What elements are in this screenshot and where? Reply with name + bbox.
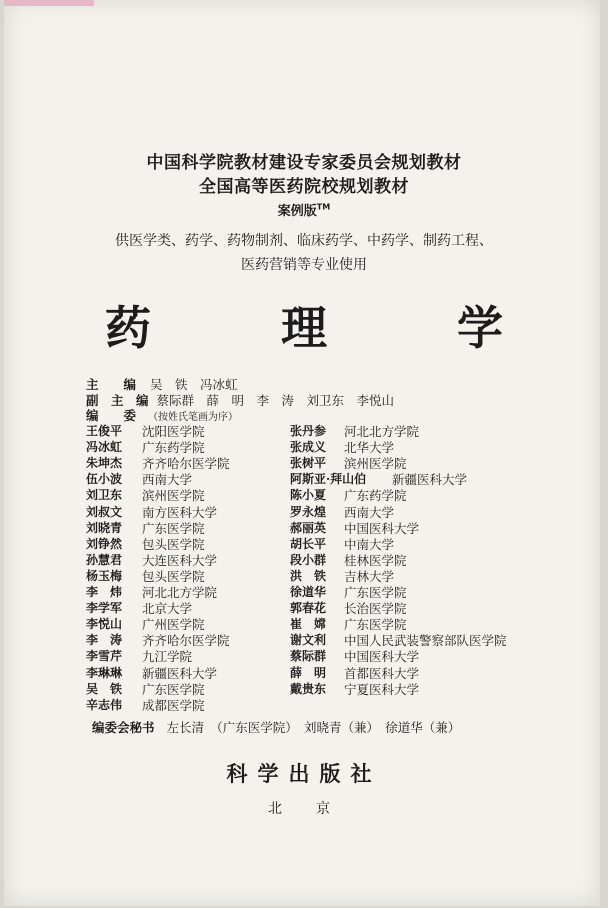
secretary-row [92,718,460,736]
right-member-name: 薛 明 [290,665,327,680]
left-member-affiliation: 河北北方学院 [142,585,218,600]
deputy-editor-label: 副 主 编 [86,393,149,408]
right-member-affiliation: 中国医科大学 [344,520,420,536]
right-member-name: 胡长平 [290,536,327,551]
left-member-name: 王俊平 [86,424,123,438]
left-member-name: 李悦山 [86,617,123,632]
left-member-name: 刘铮然 [86,536,123,551]
left-member-affiliation: 成都医学院 [142,697,205,713]
right-member-name: 崔 嫦 [290,617,327,632]
secretary-label: 编委会秘书 [92,720,155,735]
publisher-name: 科学出版社 [226,761,382,786]
usage-line-2: 医药营销等专业使用 [241,257,367,273]
right-member-affiliation: 中国医科大学 [344,649,420,665]
right-member-name: 张树平 [290,456,327,471]
right-member-name: 张丹参 [290,424,327,438]
left-member-name: 李学军 [86,601,123,616]
right-member-affiliation: 宁夏医科大学 [344,681,420,697]
left-member-name: 伍小波 [86,472,123,487]
left-member-name: 李琳琳 [86,665,123,680]
left-member-affiliation: 南方医科大学 [142,504,218,520]
left-member-affiliation: 西南大学 [142,472,193,488]
left-member-affiliation: 广州医学院 [142,617,205,633]
right-member-affiliation: 中南大学 [344,536,395,552]
right-member-affiliation: 广东药学院 [344,488,407,504]
left-member-name: 李雪芹 [86,649,123,664]
left-member-name: 刘卫东 [86,488,123,503]
right-member-name: 罗永煌 [290,504,327,519]
left-member-affiliation: 齐齐哈尔医学院 [142,456,230,472]
right-member-name: 戴贵东 [290,681,327,696]
left-member-name: 吴 铁 [86,681,123,696]
left-member-affiliation: 新疆医科大学 [142,665,218,681]
left-member-affiliation: 北京大学 [142,601,193,617]
edition-text: 案例版 [277,204,317,219]
left-member-name: 刘晓青 [86,520,123,535]
right-member-name: 谢文利 [290,633,327,648]
left-member-name: 朱坤杰 [86,456,123,471]
right-member-affiliation: 滨州医学院 [344,456,407,472]
right-member-name: 蔡际群 [290,649,327,664]
right-member-affiliation: 西南大学 [344,504,395,520]
left-member-affiliation: 九江学院 [142,649,193,665]
deputy-editor-names: 蔡际群 薛 明 李 涛 刘卫东 李悦山 [156,393,395,408]
right-member-affiliation: 首都医科大学 [344,665,420,681]
left-member-name: 冯冰虹 [86,440,123,455]
right-member-affiliation: 河北北方学院 [344,424,420,439]
right-member-name: 洪 铁 [290,568,327,583]
right-member-affiliation: 新疆医科大学 [392,472,468,488]
right-member-name: 段小群 [290,552,327,567]
edition-trademark: TM [316,202,331,212]
left-member-affiliation: 包头医学院 [142,568,205,584]
right-member-affiliation: 长治医学院 [344,601,407,617]
left-member-affiliation: 广东医学院 [142,681,205,697]
left-member-affiliation: 沈阳医学院 [142,424,205,439]
committee-order-note: （按姓氏笔画为序） [148,412,238,423]
edition-label [0,200,608,219]
right-member-name: 郭春花 [290,601,327,616]
right-member-name: 张成义 [290,440,327,455]
publisher-city: 北 京 [268,801,340,817]
left-member-affiliation: 广东药学院 [142,440,205,456]
right-member-affiliation: 吉林大学 [344,568,395,584]
chief-editor-names: 吴 铁 冯冰虹 [150,377,238,392]
left-member-affiliation: 广东医学院 [142,520,205,536]
right-member-name: 阿斯亚·拜山伯 [290,472,367,487]
right-member-affiliation: 桂林医学院 [344,552,407,568]
right-member-name: 郝丽英 [290,520,327,535]
right-member-affiliation: 广东医学院 [344,585,407,600]
left-member-name: 杨玉梅 [86,568,123,583]
left-member-affiliation: 齐齐哈尔医学院 [142,633,230,649]
left-member-name: 李 涛 [86,633,123,648]
left-member-affiliation: 大连医科大学 [142,552,218,568]
left-member-affiliation: 包头医学院 [142,536,205,552]
right-member-affiliation: 中国人民武装警察部队医学院 [344,633,507,649]
right-member-affiliation: 广东医学院 [344,617,407,633]
book-title: 药 理 学 [105,301,545,355]
right-member-name: 陈小夏 [290,488,327,503]
chief-editor-label: 主 编 [86,377,137,392]
series-line-1: 中国科学院教材建设专家委员会规划教材 [146,153,462,173]
right-member-name: 徐道华 [290,585,327,599]
left-member-affiliation: 滨州医学院 [142,488,205,504]
left-member-name: 李 炜 [86,585,123,599]
secretary-text: 左长清 （广东医学院） 刘晓青（兼） 徐道华（兼） [166,720,461,735]
committee-label: 编 委 [86,408,137,423]
left-member-name: 孙慧君 [86,552,123,567]
right-member-affiliation: 北华大学 [344,440,395,456]
left-member-name: 辛志伟 [86,697,123,712]
left-member-name: 刘叔文 [86,504,123,519]
top-color-strip [4,0,94,6]
series-line-2: 全国高等医药院校规划教材 [199,177,409,197]
usage-line-1: 供医学类、药学、药物制剂、临床药学、中药学、制药工程、 [115,233,493,249]
